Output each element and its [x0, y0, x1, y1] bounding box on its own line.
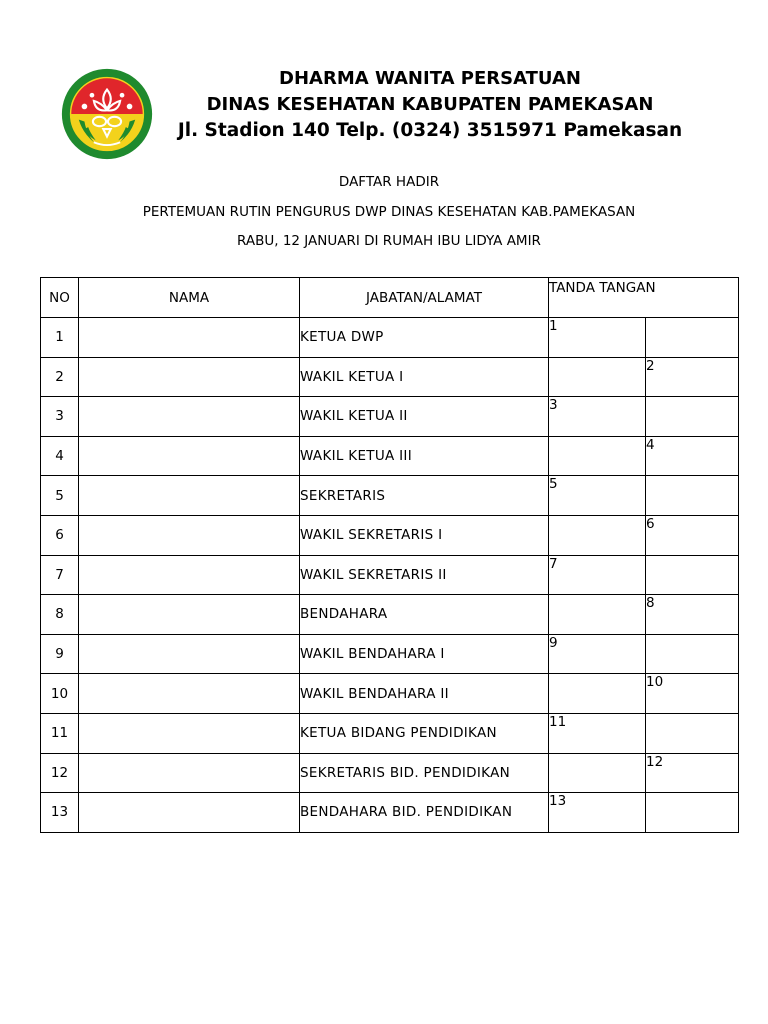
signature-cell-right[interactable] — [646, 595, 739, 635]
table-row — [41, 595, 739, 635]
org-department: DINAS KESEHATAN KABUPATEN PAMEKASAN — [206, 94, 654, 115]
signature-number: 10 — [646, 674, 664, 691]
row-number: 6 — [41, 515, 79, 555]
row-number: 7 — [41, 555, 79, 595]
nama-cell[interactable] — [79, 634, 300, 674]
signature-cell-right[interactable] — [646, 713, 739, 753]
signature-cell-right[interactable] — [646, 318, 739, 358]
signature-cell-right[interactable] — [646, 397, 739, 437]
table-row — [41, 753, 739, 793]
table-row — [41, 634, 739, 674]
attendance-table — [40, 277, 739, 833]
nama-cell[interactable] — [79, 436, 300, 476]
signature-cell-left[interactable] — [549, 674, 646, 714]
signature-cell-left[interactable] — [549, 357, 646, 397]
signature-number: 7 — [549, 555, 558, 572]
signature-number: 8 — [646, 595, 655, 612]
jabatan-cell: BENDAHARA BID. PENDIDIKAN — [300, 793, 549, 833]
signature-cell-right[interactable] — [646, 476, 739, 516]
nama-cell[interactable] — [79, 357, 300, 397]
row-number: 3 — [41, 397, 79, 437]
signature-number: 12 — [646, 753, 664, 770]
table-row — [41, 318, 739, 358]
signature-number: 9 — [549, 634, 558, 651]
signature-number: 3 — [549, 397, 558, 414]
nama-cell[interactable] — [79, 476, 300, 516]
table-row — [41, 555, 739, 595]
header-jabatan: JABATAN/ALAMAT — [300, 278, 549, 318]
table-row — [41, 357, 739, 397]
signature-cell-left[interactable] — [549, 713, 646, 753]
header-nama: NAMA — [79, 278, 300, 318]
org-address: Jl. Stadion 140 Telp. (0324) 3515971 Pamekasan — [177, 120, 683, 141]
signature-cell-left[interactable] — [549, 515, 646, 555]
nama-cell[interactable] — [79, 318, 300, 358]
jabatan-cell: WAKIL KETUA II — [300, 397, 549, 437]
signature-cell-right[interactable] — [646, 674, 739, 714]
row-number: 11 — [41, 713, 79, 753]
jabatan-cell: WAKIL SEKRETARIS II — [300, 555, 549, 595]
signature-cell-right[interactable] — [646, 357, 739, 397]
jabatan-cell: WAKIL BENDAHARA I — [300, 634, 549, 674]
org-name: DHARMA WANITA PERSATUAN — [279, 68, 581, 89]
signature-cell-left[interactable] — [549, 753, 646, 793]
nama-cell[interactable] — [79, 793, 300, 833]
signature-cell-left[interactable] — [549, 595, 646, 635]
signature-cell-right[interactable] — [646, 634, 739, 674]
header-no: NO — [41, 278, 79, 318]
signature-cell-left[interactable] — [549, 634, 646, 674]
nama-cell[interactable] — [79, 595, 300, 635]
signature-cell-right[interactable] — [646, 436, 739, 476]
table-row — [41, 515, 739, 555]
signature-cell-left[interactable] — [549, 436, 646, 476]
signature-number: 6 — [646, 515, 655, 532]
signature-cell-left[interactable] — [549, 397, 646, 437]
table-row — [41, 674, 739, 714]
signature-number: 4 — [646, 436, 655, 453]
nama-cell[interactable] — [79, 555, 300, 595]
meeting-subtitle: PERTEMUAN RUTIN PENGURUS DWP DINAS KESEHATAN KAB.PAMEKASAN — [142, 204, 636, 220]
document-title: DAFTAR HADIR — [338, 174, 440, 190]
dharma-wanita-logo-icon — [60, 67, 154, 161]
row-number: 1 — [41, 318, 79, 358]
signature-number: 2 — [646, 357, 655, 374]
signature-cell-right[interactable] — [646, 793, 739, 833]
organization-header — [160, 66, 700, 144]
nama-cell[interactable] — [79, 515, 300, 555]
nama-cell[interactable] — [79, 674, 300, 714]
meeting-date-place: RABU, 12 JANUARI DI RUMAH IBU LIDYA AMIR — [237, 233, 541, 249]
signature-number: 13 — [549, 793, 567, 810]
table-row — [41, 397, 739, 437]
table-body — [41, 318, 739, 833]
row-number: 8 — [41, 595, 79, 635]
jabatan-cell: WAKIL SEKRETARIS I — [300, 515, 549, 555]
jabatan-cell: WAKIL KETUA I — [300, 357, 549, 397]
jabatan-cell: SEKRETARIS — [300, 476, 549, 516]
jabatan-cell: BENDAHARA — [300, 595, 549, 635]
signature-cell-right[interactable] — [646, 515, 739, 555]
jabatan-cell: KETUA BIDANG PENDIDIKAN — [300, 713, 549, 753]
row-number: 10 — [41, 674, 79, 714]
jabatan-cell: KETUA DWP — [300, 318, 549, 358]
signature-cell-right[interactable] — [646, 753, 739, 793]
table-row — [41, 713, 739, 753]
table-row — [41, 436, 739, 476]
row-number: 4 — [41, 436, 79, 476]
row-number: 12 — [41, 753, 79, 793]
table-row — [41, 793, 739, 833]
signature-cell-right[interactable] — [646, 555, 739, 595]
signature-cell-left[interactable] — [549, 318, 646, 358]
row-number: 9 — [41, 634, 79, 674]
jabatan-cell: SEKRETARIS BID. PENDIDIKAN — [300, 753, 549, 793]
header-tanda-tangan: TANDA TANGAN — [549, 278, 739, 318]
nama-cell[interactable] — [79, 753, 300, 793]
row-number: 13 — [41, 793, 79, 833]
signature-cell-left[interactable] — [549, 555, 646, 595]
row-number: 5 — [41, 476, 79, 516]
nama-cell[interactable] — [79, 713, 300, 753]
jabatan-cell: WAKIL BENDAHARA II — [300, 674, 549, 714]
signature-cell-left[interactable] — [549, 476, 646, 516]
nama-cell[interactable] — [79, 397, 300, 437]
table-header-row — [41, 278, 739, 318]
signature-cell-left[interactable] — [549, 793, 646, 833]
signature-number: 1 — [549, 318, 558, 334]
signature-number: 11 — [549, 713, 567, 730]
signature-number: 5 — [549, 476, 558, 493]
row-number: 2 — [41, 357, 79, 397]
table-row — [41, 476, 739, 516]
jabatan-cell: WAKIL KETUA III — [300, 436, 549, 476]
